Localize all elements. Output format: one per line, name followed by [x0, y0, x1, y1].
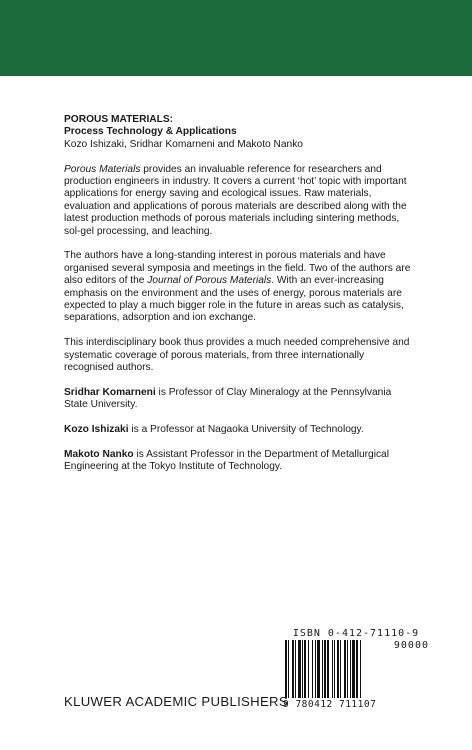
author-bio-2: Kozo Ishizaki is a Professor at Nagaoka University of Technology. [64, 424, 364, 436]
book-title-italic: Porous Materials [64, 163, 141, 175]
barcode-icon [283, 640, 393, 700]
description-paragraph-3: This interdisciplinary book thus provides a much needed comprehensive and systematic coverage of porous materials, from three internationally recognised authors. [64, 337, 410, 374]
ean-number: 9 780412 711107 [283, 699, 377, 710]
isbn-number: ISBN 0-412-71110-9 [292, 628, 420, 639]
publisher-name: KLUWER ACADEMIC PUBLISHERS [64, 694, 288, 709]
author-bio-3: Makoto Nanko is Assistant Professor in the Department of Metallurgical Engineering at the Tokyo Institute of Technology. [64, 448, 389, 473]
description-paragraph-2: The authors have a long-standing interest in porous materials and have organised several symposia and meetings in the field. Two of the authors are also editors of the Journal of Porous Materials. With an ever-increasing emphasis on the environment and the uses of energy, porous materials are expected to play a much bigger role in the future in areas such as catalysis, separations, adsorption and ion exchange. [64, 250, 411, 324]
author-bio-1: Sridhar Komarneni is Professor of Clay Mineralogy at the Pennsylvania State University. [64, 386, 392, 411]
description-paragraph-1: Porous Materials provides an invaluable reference for researchers and production engineers in industry. It covers a current ‘hot’ topic with important applications for energy saving and ecological issues. Raw materials, evaluation and applications of porous materials are described along with the latest production methods of porous materials including sintering methods, sol-gel processing, and leaching. [64, 163, 407, 237]
journal-title: Journal of Porous Materials [147, 275, 272, 287]
back-cover-text [64, 114, 414, 486]
cover-color-band [0, 0, 472, 76]
book-authors: Kozo Ishizaki, Sridhar Komarneni and Makoto Nanko [64, 138, 303, 150]
price-code: 90000 [393, 640, 429, 651]
book-subtitle: Process Technology & Applications [64, 126, 237, 138]
book-title: POROUS MATERIALS: [64, 114, 174, 125]
isbn-barcode-block [283, 628, 429, 710]
